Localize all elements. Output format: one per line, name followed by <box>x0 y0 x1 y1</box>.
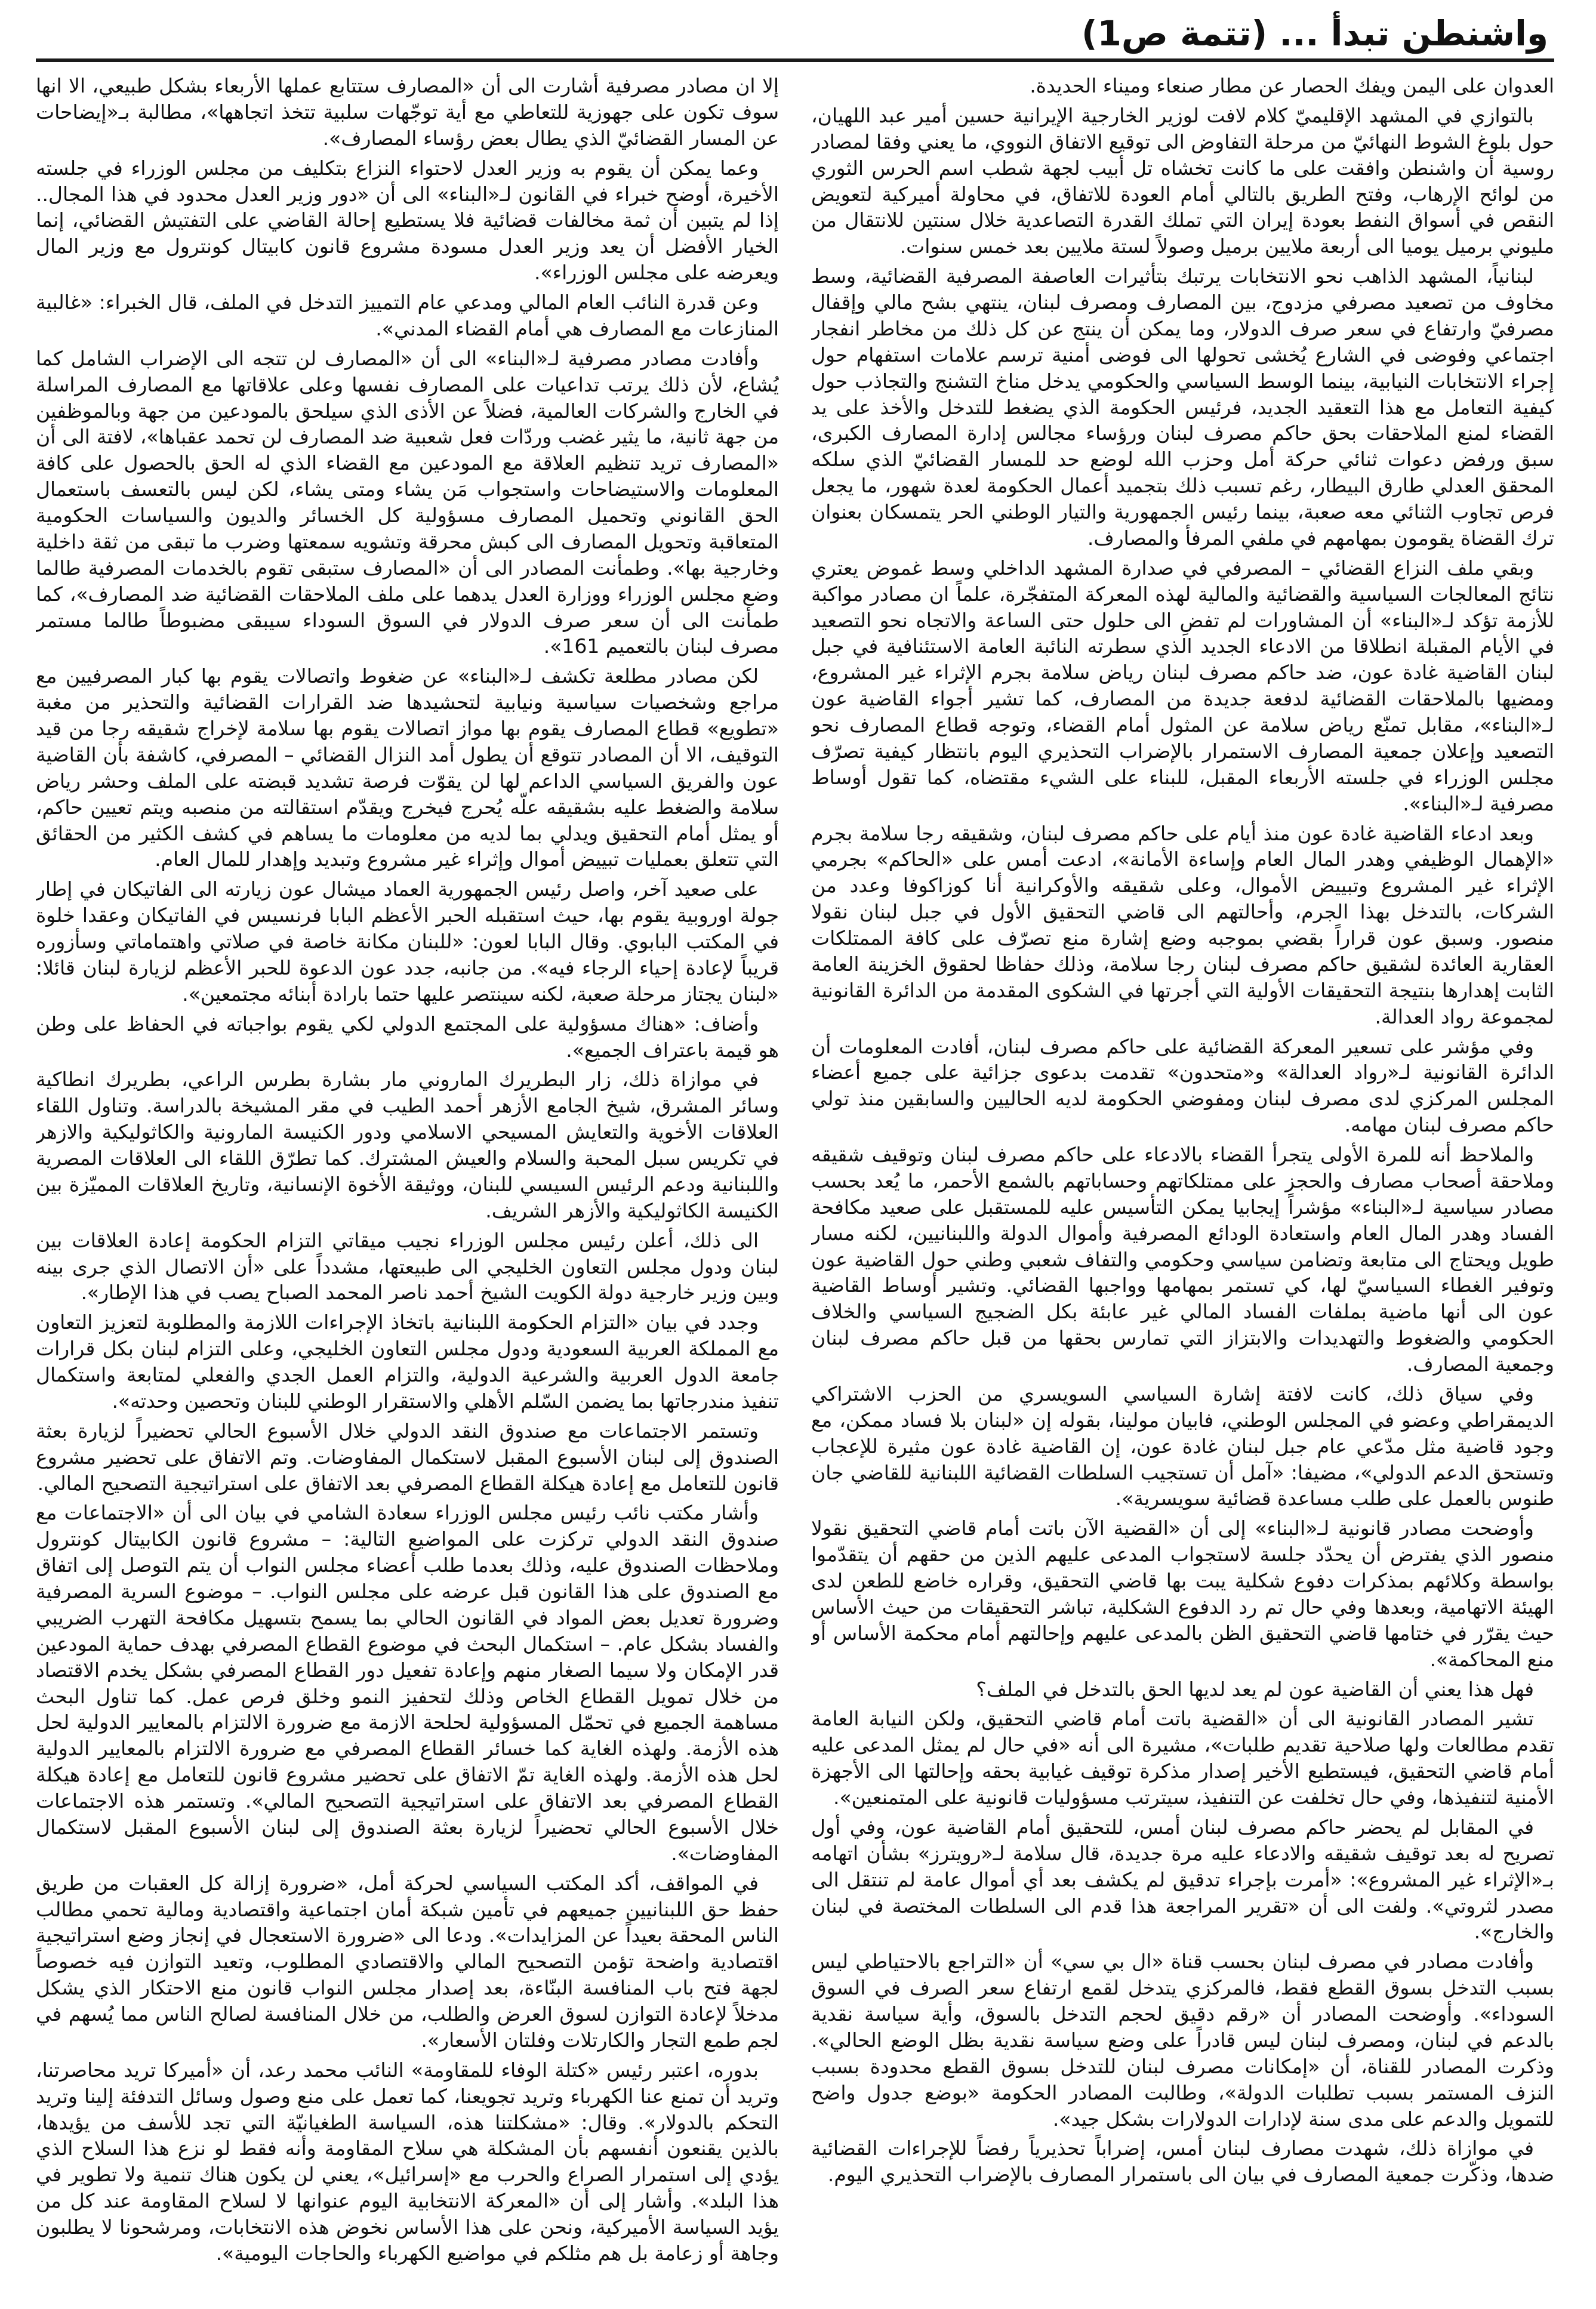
article-paragraph: الى ذلك، أعلن رئيس مجلس الوزراء نجيب ميقاتي التزام الحكومة إعادة العلاقات بين لبنان ودول مجلس التعاون الخليجي الى طبيعتها، مشدداً على «أن الاتصال الذي جرى بينه وبين وزير خارجية دولة الكويت الشيخ أحمد ناصر المحمد الصباح يصب في هذا الإطار». <box>36 1228 779 1305</box>
article-paragraph: وجدد في بيان «التزام الحكومة اللبنانية باتخاذ الإجراءات اللازمة والمطلوبة لتعزيز التعاون مع المملكة العربية السعودية ودول مجلس التعاون الخليجي، وعلى التزام لبنان بكل قرارات جامعة الدول العربية والشرعية الدولية، والتزام العمل الجدي والفعلي لمتابعة واستكمال تنفيذ مندرجاتها بما يضمن السّلم الأهلي والاستقرار الوطني للبنان وتحصين وحدته». <box>36 1311 779 1413</box>
article-paragraph: وأفادت مصادر في مصرف لبنان بحسب قناة «ال بي سي» أن «التراجع بالاحتياطي ليس بسبب التدخل بسوق القطع فقط، فالمركزي يتدخل لقمع ارتفاع سعر الصرف في السوق السوداء». وأوضحت المصادر أن «رقم دقيق لحجم التدخل بالسوق، وأية سياسة نقدية بالدعم في لبنان، ومصرف لبنان ليس قادراً على وضع سياسة نقدية بظل الوضع الحالي». وذكرت المصادر للقناة، أن «إمكانات مصرف لبنان للتدخل بسوق القطع محدودة بسبب النزف المستمر بسبب تطلبات الدولة»، وطالبت المصادر الحكومة «بوضع جدول واضح للتمويل والدعم على مدى سنة لإدارات الدولارات بشكل جيد». <box>811 1950 1554 2131</box>
article-column-right <box>811 73 1554 2299</box>
article-paragraph: وأشار مكتب نائب رئيس مجلس الوزراء سعادة الشامي في بيان الى أن «الاجتماعات مع صندوق النقد الدولي تركزت على المواضيع التالية: – مشروع قانون الكابيتال كونترول وملاحظات الصندوق عليه، وذلك بعدما طلب أعضاء مجلس النواب أن يتم التوصل إلى اتفاق مع الصندوق على هذا القانون قبل عرضه على مجلس النواب. – موضوع السرية المصرفية وضرورة تعديل بعض المواد في القانون الحالي بما يسمح بتسهيل مكافحة التهرب الضريبي والفساد بشكل عام. – استكمال البحث في موضوع القطاع المصرفي بهدف حماية المودعين قدر الإمكان ولا سيما الصغار منهم وإعادة تفعيل دور القطاع المصرفي بشكل يخدم الاقتصاد من خلال تمويل القطاع الخاص وذلك لتحفيز النمو وخلق فرص عمل. كما تناول البحث مساهمة الجميع في تحمّل المسؤولية لحلحة الازمة مع ضرورة الالتزام بالمعايير الدولية لحل هذه الأزمة. ولهذه الغاية كما خسائر القطاع المصرفي مع ضرورة الالتزام بالمعايير الدولية لحل هذه الأزمة. ولهذه الغاية تمّ الاتفاق على تحضير مشروع قانون للتعامل مع إعادة هيكلة القطاع المصرفي بعد الاتفاق على استراتيجية التصحيح المالي». وتستمر هذه الاجتماعات خلال الأسبوع الحالي تحضيراً لزيارة بعثة الصندوق إلى لبنان الأسبوع المقبل لاستكمال المفاوضات». <box>36 1501 779 1865</box>
article-paragraph: على صعيد آخر، واصل رئيس الجمهورية العماد ميشال عون زيارته الى الفاتيكان في إطار جولة اوروبية يقوم بها، حيث استقبله الحبر الأعظم البابا فرنسيس في الفاتيكان وعقدا خلوة في المكتب البابوي. وقال البابا لعون: «للبنان مكانة خاصة في صلاتي واهتماماتي وسأزوره قريباً لإعادة إحياء الرجاء فيه». من جانبه، جدد عون الدعوة للحبر الأعظم لزيارة لبنان قائلا: «لبنان يجتاز مرحلة صعبة، لكنه سينتصر عليها حتما بارادة أبنائه مجتمعين». <box>36 877 779 1006</box>
article-paragraph: وتستمر الاجتماعات مع صندوق النقد الدولي خلال الأسبوع الحالي تحضيراً لزيارة بعثة الصندوق إلى لبنان الأسبوع المقبل لاستكمال المفاوضات. وتم الاتفاق على تحضير مشروع قانون للتعامل مع إعادة هيكلة القطاع المصرفي بعد الاتفاق على استراتيجية التصحيح المالي. <box>36 1419 779 1495</box>
article-paragraph: وعما يمكن أن يقوم به وزير العدل لاحتواء النزاع بتكليف من مجلس الوزراء في جلسته الأخيرة، أوضح خبراء في القانون لـ«البناء» الى أن «دور وزير العدل محدود في هذا المجال.. إذا لم يتبين أن ثمة مخالفات قضائية فلا يستطيع إحالة القاضي على التفتيش القضائي، إنما الخيار الأفضل أن يعد وزير العدل مسودة مشروع قانون كابيتال كونترول مع وزير المال ويعرضه على مجلس الوزراء». <box>36 156 779 285</box>
article-paragraph: والملاحظ أنه للمرة الأولى يتجرأ القضاء بالادعاء على حاكم مصرف لبنان وتوقيف شقيقه وملاحقة أصحاب مصارف والحجز على ممتلكاتهم وحساباتهم بالشمع الأحمر، ما يُعد بحسب مصادر سياسية لـ«البناء» مؤشراً إيجابيا يمكن التأسيس عليه للمستقبل على صعيد مكافحة الفساد وهدر المال العام واستعادة الودائع المصرفية وأموال الدولة واللبنانيين، لكنه مسار طويل ويحتاج الى متابعة وتضامن سياسي وحكومي والتفاف شعبي وطني حول القاضية عون وتوفير الغطاء السياسيّ لها، كي تستمر بمهامها وواجبها القضائي. وتشير أوساط القاضية عون الى أنها ماضية بملفات الفساد المالي غير عابئة بكل الضجيج السياسي والخلاف الحكومي والضغوط والتهديدات والابتزاز التي تمارس بحقها من قبل حاكم مصرف لبنان وجمعية المصارف. <box>811 1143 1554 1376</box>
article-paragraph: بالتوازي في المشهد الإقليميّ كلام لافت لوزير الخارجية الإيرانية حسين أمير عبد اللهيان، حول بلوغ الشوط النهائيّ من مرحلة التفاوض الى توقيع الاتفاق النووي، ما يعني وفقا لمصادر روسية أن واشنطن وافقت على ما كانت تخشاه تل أبيب لجهة شطب اسم الحرس الثوري من لوائح الإرهاب، وفتح الطريق بالتالي أمام العودة للاتفاق، في محاولة أميركية لتعويض النقص في أسواق النفط بعودة إيران التي تملك القدرة التصاعدية خلال سنتين للانتقال من مليوني برميل يوميا الى أربعة ملايين برميل وصولاً لستة ملايين بعد خمس سنوات. <box>811 103 1554 258</box>
article-paragraph: وفي سياق ذلك، كانت لافتة إشارة السياسي السويسري من الحزب الاشتراكي الديمقراطي وعضو في المجلس الوطني، فابيان مولينا، بقوله إن «لبنان بلا فساد ممكن، مع وجود قاضية مثل مدّعي عام جبل لبنان غادة عون، إن القاضية غادة عون مثيرة للإعجاب وتستحق الدعم الدولي»، مضيفا: «آمل أن تستجيب السلطات القضائية اللبنانية للقاضي جان طنوس بالعمل على طلب مساعدة قضائية سويسرية». <box>811 1382 1554 1510</box>
article-paragraph: وعن قدرة النائب العام المالي ومدعي عام التمييز التدخل في الملف، قال الخبراء: «غالبية المنازعات مع المصارف هي أمام القضاء المدني». <box>36 291 779 340</box>
article-columns <box>36 73 1554 2299</box>
article-paragraph: في المواقف، أكد المكتب السياسي لحركة أمل، «ضرورة إزالة كل العقبات من طريق حفظ حق اللبنانيين جميعهم في تأمين شبكة أمان اجتماعية واقتصادية ومالية تحمي مطالب الناس المحقة بعيداً عن المزايدات». ودعا الى «ضرورة الاستعجال في إنجاز وضع استراتيجية اقتصادية واضحة تؤمن التصحيح المالي والاقتصادي المطلوب، وتعيد التوازن فيه خصوصاً لجهة فتح باب المنافسة البنّاءة، بعد إصدار مجلس النواب قانون منع الاحتكار الذي يشكل مدخلاً لإعادة التوازن لسوق العرض والطلب، من خلال المنافسة لصالح الناس مما يُسهم في لجم طمع التجار والكارتلات وفلتان الأسعار». <box>36 1871 779 2052</box>
article-paragraph: بدوره، اعتبر رئيس «كتلة الوفاء للمقاومة» النائب محمد رعد، أن «أميركا تريد محاصرتنا، وتريد أن تمنع عنا الكهرباء وتريد تجويعنا، كما تعمل على منع وصول وسائل التدفئة إلينا وتريد التحكم بالدولار». وقال: «مشكلتنا هذه، السياسة الطغيانيّة التي تجد للأسف من يؤيدها، بالذين يقنعون أنفسهم بأن المشكلة هي سلاح المقاومة وأنه فقط لو نزع هذا السلاح الذي يؤدي إلى استمرار الصراع والحرب مع «إسرائيل»، يعني لن يكون هناك تنمية ولا تطوير في هذا البلد». وأشار إلى أن «المعركة الانتخابية اليوم عنوانها لا لسلاح المقاومة عند كل من يؤيد السياسة الأميركية، ونحن على هذا الأساس نخوض هذه الانتخابات، ومرشحونا لا يطلبون وجاهة أو زعامة بل هم مثلكم في مواضيع الكهرباء والحاجات اليومية». <box>36 2058 779 2265</box>
article-paragraph: وبعد ادعاء القاضية غادة عون منذ أيام على حاكم مصرف لبنان، وشقيقه رجا سلامة بجرم «الإهمال الوظيفي وهدر المال العام وإساءة الأمانة»، ادعت أمس على «الحاكم» بجرمي الإثراء غير المشروع وتبييض الأموال، وعلى شقيقه والأوكرانية أنا كوزاكوفا وعدد من الشركات، بالتدخل بهذا الجرم، وأحالتهم الى قاضي التحقيق الأول في جبل لبنان نقولا منصور. وسبق عون قراراً بقضي بموجبه وضع إشارة منع تصرّف على كافة الممتلكات العقارية العائدة لشقيق حاكم مصرف لبنان رجا سلامة، وذلك حفاظا لحقوق الخزينة العامة الثابت إهدارها بنتيجة التحقيقات الأولية التي أجرتها في الشكوى المقدمة من الدائرة القانونية لمجموعة رواد العدالة. <box>811 821 1554 1028</box>
article-paragraph: في موازاة ذلك، شهدت مصارف لبنان أمس، إضراباً تحذيرياً رفضاً للإجراءات القضائية ضدها، وذكّرت جمعية المصارف في بيان الى باستمرار المصارف بالإضراب التحذيري اليوم. <box>811 2137 1554 2187</box>
article-paragraph: فهل هذا يعني أن القاضية عون لم يعد لديها الحق بالتدخل في الملف؟ <box>976 1677 1534 1701</box>
article-paragraph: وفي مؤشر على تسعير المعركة القضائية على حاكم مصرف لبنان، أفادت المعلومات أن الدائرة القانونية لـ«رواد العدالة» و«متحدون» تقدمت بدعوى جزائية على جميع أعضاء المجلس المركزي لدى مصرف لبنان ومفوضي الحكومة لديه الحاليين والسابقين منذ تولي حاكم مصرف لبنان مهامه. <box>811 1034 1554 1137</box>
article-paragraph: في المقابل لم يحضر حاكم مصرف لبنان أمس، للتحقيق أمام القاضية عون، وفي أول تصريح له بعد توقيف شقيقه والادعاء عليه مرة جديدة، قال سلامة لـ«رويترز» بشأن اتهامه بـ«الإثراء غير المشروع»: «أمرت بإجراء تدقيق لم يكشف بعد أي أموال عامة لم تنتقل الى مصدر لثروتي». ولفت الى أن «تقرير المراجعة هذا قدم الى السلطات المختصة في لبنان والخارج». <box>811 1815 1554 1944</box>
article-paragraph: إلا ان مصادر مصرفية أشارت الى أن «المصارف ستتابع عملها الأربعاء بشكل طبيعي، الا انها سوف تكون على جهوزية للتعاطي مع أية توجّهات سلبية تتخذ اتجاهها»، مطالبة بـ«إيضاحات عن المسار القضائيّ الذي يطال بعض رؤساء المصارف». <box>36 74 779 150</box>
article-paragraph: وأوضحت مصادر قانونية لـ«البناء» إلى أن «القضية الآن باتت أمام قاضي التحقيق نقولا منصور الذي يفترض أن يحدّد جلسة لاستجواب المدعى عليهم الذين من حقهم أن يتقدّموا بواسطة وكلائهم بمذكرات دفوع شكلية يبت بها قاضي التحقيق، وقراره خاضع للطعن لدى الهيئة الاتهامية، وبعدها وفي حال تم رد الدفوع الشكلية، تباشر التحقيقات من حيث الأساس حيث يقرّر في ختامها قاضي التحقيق الظن بالمدعى عليهم وإحالتهم أمام محكمة الأساس أو منع المحاكمة». <box>811 1516 1554 1671</box>
article-column-left <box>36 73 779 2299</box>
article-paragraph: لبنانياً، المشهد الذاهب نحو الانتخابات يرتبك بتأثيرات العاصفة المصرفية القضائية، وسط مخاوف من تصعيد مصرفي مزدوج، بين المصارف ومصرف لبنان، ينتهي بشح مالي وإقفال مصرفيّ وارتفاع في سعر صرف الدولار، وما يمكن أن ينتج عن كل ذلك من مخاطر انفجار اجتماعي وفوضى في الشارع يُخشى تحولها الى فوضى أمنية ترسم علامات استفهام حول إجراء الانتخابات النيابية، بينما الوسط السياسي والحكومي يدخل مناخ التشنج والتجاذب حول كيفية التعامل مع هذا التعقيد الجديد، فرئيس الحكومة الذي يضغط للتدخل والأخذ على يد القضاء لمنع الملاحقات بحق حاكم مصرف لبنان ورؤساء مجالس إدارة المصارف الكبرى، سبق ورفض دعوات ثنائي حركة أمل وحزب الله لوضع حد للمسار القضائيّ الذي سلكه المحقق العدلي طارق البيطار، رغم تسبب ذلك بتجميد أعمال الحكومة لعدة شهور، ما يجعل فرص تجاوب الثنائي معه صعبة، بينما رئيس الجمهورية والتيار الوطني الحر يتمسكان بعنوان ترك القضاة يقومون بمهامهم في ملفي المرفأ والمصارف. <box>811 264 1554 550</box>
article-paragraph: وأضاف: «هناك مسؤولية على المجتمع الدولي لكي يقوم بواجباته في الحفاظ على وطن هو قيمة باعتراف الجميع». <box>36 1012 779 1062</box>
article-paragraph: تشير المصادر القانونية الى أن «القضية باتت أمام قاضي التحقيق، ولكن النيابة العامة تقدم مطالعات ولها صلاحية تقديم طلبات»، مشيرة الى أنه «في حال لم يمثل المدعى عليه أمام قاضي التحقيق، فيستطيع الأخير إصدار مذكرة توقيف غيابية بحقه وإحالتها الى الأجهزة الأمنية لتنفيذها، وفي حال تخلفت عن التنفيذ، سيترتب مسؤوليات قانونية على المتمنعين». <box>811 1707 1554 1809</box>
headline-rule <box>36 58 1554 62</box>
article-headline: واشنطن تبدأ ... (تتمة ص1) <box>1082 13 1548 54</box>
article-paragraph: وبقي ملف النزاع القضائي – المصرفي في صدارة المشهد الداخلي وسط غموض يعتري نتائج المعالجات السياسية والقضائية والمالية لهذه المعركة المتفجّرة، علماً ان مصادر مواكبة للأزمة تؤكد لـ«البناء» أن المشاورات لم تفضِ الى حلول حتى الساعة والاتجاه نحو التصعيد في الأيام المقبلة انطلاقا من الادعاء الجديد الذي سطرته النائبة العامة الاستئنافية في جبل لبنان القاضية غادة عون، ضد حاكم مصرف لبنان رياض سلامة بجرم الإثراء غير المشروع، ومضيها بالملاحقات القضائية لدفعة جديدة من المصارف، كما تشير أجواء القاضية عون لـ«البناء»، مقابل تمنّع رياض سلامة عن المثول أمام القضاء، وتوجه قطاع المصارف نحو التصعيد وإعلان جمعية المصارف الاستمرار بالإضراب التحذيري اليوم بانتظار كيفية تصرّف مجلس الوزراء في جلسته الأربعاء المقبل، للبناء على الشيء مقتضاه، كما تقول أوساط مصرفية لـ«البناء». <box>811 556 1554 815</box>
article-paragraph: العدوان على اليمن ويفك الحصار عن مطار صنعاء وميناء الحديدة. <box>1030 74 1554 97</box>
article-paragraph: وأفادت مصادر مصرفية لـ«البناء» الى أن «المصارف لن تتجه الى الإضراب الشامل كما يُشاع، لأن ذلك يرتب تداعيات على المصارف نفسها وعلى علاقاتها مع المصارف المراسلة في الخارج والشركات العالمية، فضلاً عن الأذى الذي سيلحق بالمودعين من جهة وبالموظفين من جهة ثانية، ما يثير غضب وردّات فعل شعبية ضد المصارف لن تحمد عقباها»، لافتة الى أن «المصارف تريد تنظيم العلاقة مع المودعين مع القضاء الذي له الحق بالحصول على كافة المعلومات والاستيضاحات واستجواب مَن يشاء ومتى يشاء، لكن ليس بالتعسف باستعمال الحق القانوني وتحميل المصارف مسؤولية كل الخسائر والديون والسياسات الحكومية المتعاقبة وتحويل المصارف الى كبش محرقة وتشويه سمعتها وضرب ما تبقى من ثقة داخلية وخارجية بها». وطمأنت المصادر الى أن «المصارف ستبقى تقوم بالخدمات المصرفية طالما وضع مجلس الوزراء ووزارة العدل يدهما على ملف الملاحقات القضائية ضد المصارف»، كما طمأنت الى أن سعر صرف الدولار في السوق السوداء سيبقى مضبوطاً طالما مستمر مصرف لبنان بالتعميم 161». <box>36 346 779 658</box>
article-paragraph: في موازاة ذلك، زار البطريرك الماروني مار بشارة بطرس الراعي، بطريرك انطاكية وسائر المشرق، شيخ الجامع الأزهر أحمد الطيب في مقر المشيخة بالدراسة. وتناول اللقاء العلاقات الأخوية والتعايش المسيحي الاسلامي ودور الكنيسة المارونية والكاثوليكية والازهر في تكريس سبل المحبة والسلام والعيش المشترك. كما تطرّق اللقاء الى العلاقات المصرية واللبنانية ودعم الرئيس السيسي للبنان، ووثيقة الأخوة الإنسانية، وتاريخ العلاقات المميّزة بين الكنيسة الكاثوليكية والأزهر الشريف. <box>36 1068 779 1222</box>
article-paragraph: لكن مصادر مطلعة تكشف لـ«البناء» عن ضغوط واتصالات يقوم بها كبار المصرفيين مع مراجع وشخصيات سياسية ونيابية لتحشيدها ضد القرارات القضائية والتحذير من مغبة «تطويع» قطاع المصارف يقوم بها مواز اتصالات يقوم بها سلامة لإخراج شقيقه رجا من قيد التوقيف، الا أن المصادر تتوقع أن يطول أمد النزال القضائي – المصرفي، كاشفة بأن القاضية عون والفريق السياسي الداعم لها لن يقوّت فرصة تشديد قبضته على الملف وحشر رياض سلامة والضغط عليه بشقيقه علّه يُحرج فيخرج ويقدّم استقالته من منصبه ويتم تعيين حاكم، أو يمثل أمام التحقيق ويدلي بما لديه من معلومات ما يساهم في كشف الكثير من الحقائق التي تتعلق بعمليات تبييض أموال وإثراء غير مشروع وتبديد وإهدار للمال العام. <box>36 664 779 871</box>
